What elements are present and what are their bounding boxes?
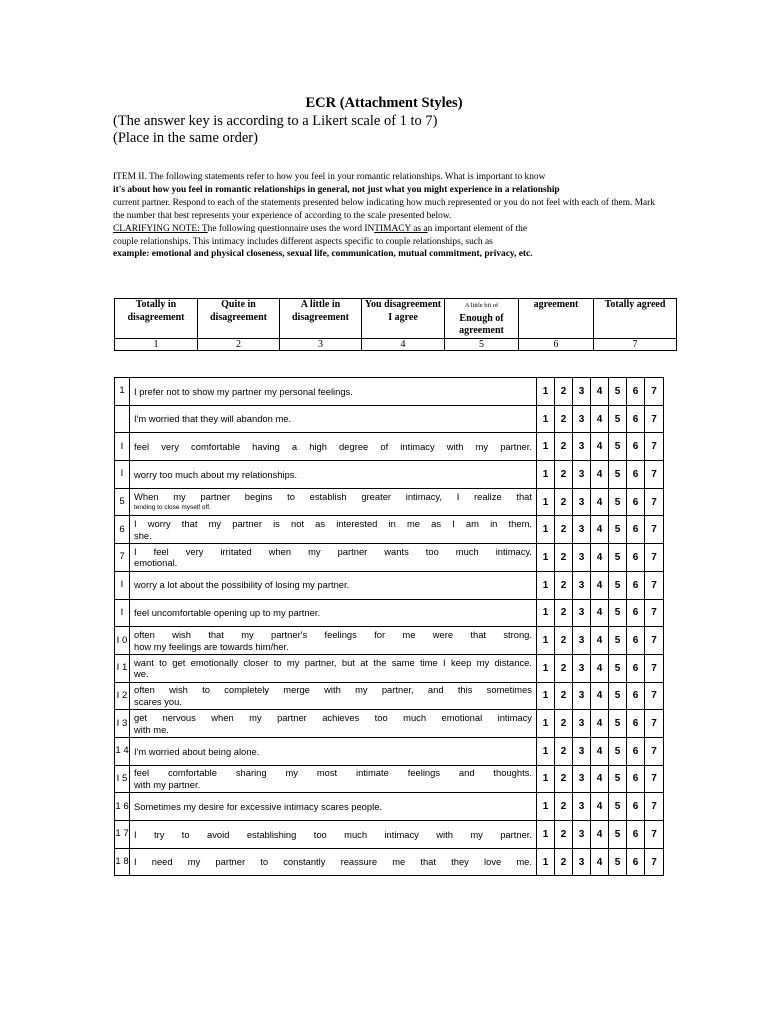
answer-option-3[interactable]: 3	[573, 405, 591, 433]
answer-option-6[interactable]: 6	[627, 682, 645, 710]
question-text-cell	[130, 571, 537, 599]
scale-header: Quite in disagreement	[198, 299, 280, 339]
instructions-line-3: current partner. Respond to each of the statements presented below indicating how much represented or you do not feel with each of them. Mark the number that best represents your experience of according to the scale presented below.	[113, 197, 655, 221]
answer-option-3[interactable]: 3	[573, 599, 591, 627]
answer-option-5[interactable]: 5	[609, 599, 627, 627]
answer-option-7[interactable]: 7	[645, 599, 664, 627]
answer-option-3[interactable]: 3	[573, 654, 591, 682]
answer-option-5[interactable]: 5	[609, 793, 627, 821]
question-text: want to get emotionally closer to my partner, but at the same time I keep my distance.	[134, 656, 532, 668]
answer-option-3[interactable]: 3	[573, 765, 591, 793]
question-text: I prefer not to show my partner my personal feelings.	[134, 385, 353, 397]
question-number: I 2	[115, 682, 130, 710]
question-number: I	[115, 433, 130, 461]
question-text: feel comfortable sharing my most intimate feelings and thoughts.	[134, 767, 532, 779]
scale-number: 7	[594, 339, 677, 351]
answer-option-7[interactable]: 7	[645, 516, 664, 544]
answer-option-7[interactable]: 7	[645, 405, 664, 433]
question-text: I try to avoid establishing too much intimacy with my partner.	[134, 828, 532, 840]
answer-option-2[interactable]: 2	[555, 682, 573, 710]
question-text-cell	[130, 765, 537, 793]
question-text-continued: with my partner.	[134, 778, 201, 790]
question-row	[115, 765, 664, 793]
answer-option-7[interactable]: 7	[645, 821, 664, 849]
clarifying-note-label: CLARIFYING NOTE: T	[113, 223, 208, 234]
question-text-continued: with me.	[134, 723, 169, 735]
answer-option-6[interactable]: 6	[627, 654, 645, 682]
question-text-cell	[130, 516, 537, 544]
question-text-cell	[130, 737, 537, 765]
question-text-cell	[130, 654, 537, 682]
answer-option-7[interactable]: 7	[645, 433, 664, 461]
answer-option-1[interactable]: 1	[537, 488, 555, 516]
question-text: often wish that my partner's feelings for me were that strong.	[134, 629, 532, 641]
questionnaire-table	[114, 377, 664, 876]
answer-option-5[interactable]: 5	[609, 405, 627, 433]
answer-option-5[interactable]: 5	[609, 654, 627, 682]
question-text-cell	[130, 405, 537, 433]
answer-option-6[interactable]: 6	[627, 599, 645, 627]
answer-option-7[interactable]: 7	[645, 544, 664, 572]
answer-option-7[interactable]: 7	[645, 571, 664, 599]
answer-option-2[interactable]: 2	[555, 627, 573, 655]
answer-option-5[interactable]: 5	[609, 710, 627, 738]
answer-option-5[interactable]: 5	[609, 378, 627, 406]
answer-option-6[interactable]: 6	[627, 461, 645, 489]
question-text: worry too much about my relationships.	[134, 468, 298, 480]
question-number: I 0	[115, 627, 130, 655]
question-text-continued: tending to close myself off.	[134, 504, 211, 512]
answer-option-4[interactable]: 4	[591, 737, 609, 765]
answer-option-1[interactable]: 1	[537, 848, 555, 876]
answer-option-4[interactable]: 4	[591, 433, 609, 461]
answer-option-4[interactable]: 4	[591, 516, 609, 544]
answer-option-5[interactable]: 5	[609, 627, 627, 655]
answer-option-3[interactable]: 3	[573, 710, 591, 738]
answer-option-3[interactable]: 3	[573, 848, 591, 876]
question-number: 1 6	[115, 793, 130, 821]
scale-number: 3	[280, 339, 362, 351]
answer-option-1[interactable]: 1	[537, 405, 555, 433]
question-text: get nervous when my partner achieves too much emotional intimacy	[134, 712, 532, 724]
answer-option-1[interactable]: 1	[537, 793, 555, 821]
question-text-cell	[130, 544, 537, 572]
answer-option-5[interactable]: 5	[609, 765, 627, 793]
question-text-cell	[130, 682, 537, 710]
answer-option-4[interactable]: 4	[591, 378, 609, 406]
question-number: I 5	[115, 765, 130, 793]
answer-option-7[interactable]: 7	[645, 793, 664, 821]
instructions	[113, 171, 655, 261]
question-row	[115, 433, 664, 461]
answer-option-6[interactable]: 6	[627, 627, 645, 655]
answer-option-1[interactable]: 1	[537, 710, 555, 738]
answer-option-5[interactable]: 5	[609, 433, 627, 461]
answer-option-5[interactable]: 5	[609, 461, 627, 489]
answer-option-1[interactable]: 1	[537, 737, 555, 765]
answer-option-6[interactable]: 6	[627, 516, 645, 544]
answer-option-4[interactable]: 4	[591, 821, 609, 849]
answer-option-7[interactable]: 7	[645, 682, 664, 710]
clarifying-note: CLARIFYING NOTE: The following questionnaire uses the word INTIMACY as an important element of the	[113, 223, 528, 234]
question-text: I feel very irritated when my partner wants too much intimacy.	[134, 545, 532, 557]
question-text-continued: emotional.	[134, 557, 178, 569]
answer-option-2[interactable]: 2	[555, 737, 573, 765]
answer-option-2[interactable]: 2	[555, 821, 573, 849]
answer-option-4[interactable]: 4	[591, 461, 609, 489]
answer-option-6[interactable]: 6	[627, 793, 645, 821]
answer-option-3[interactable]: 3	[573, 461, 591, 489]
question-text: often wish to completely merge with my partner, and this sometimes	[134, 684, 532, 696]
question-number: I	[115, 571, 130, 599]
answer-option-5[interactable]: 5	[609, 682, 627, 710]
question-row	[115, 710, 664, 738]
question-row	[115, 516, 664, 544]
answer-option-6[interactable]: 6	[627, 737, 645, 765]
question-row	[115, 405, 664, 433]
scale-number: 5	[445, 339, 519, 351]
subtitle-scale: (The answer key is according to a Likert scale of 1 to 7)	[113, 113, 438, 129]
likert-scale-table	[114, 298, 677, 351]
intimacy-word: TIMACY as a	[374, 223, 428, 234]
question-text-continued: scares you.	[134, 695, 182, 707]
answer-option-2[interactable]: 2	[555, 654, 573, 682]
answer-option-2[interactable]: 2	[555, 488, 573, 516]
question-text-cell	[130, 488, 537, 516]
answer-option-4[interactable]: 4	[591, 488, 609, 516]
instructions-line-1: ITEM II. The following statements refer to how you feel in your romantic relationships. What is important to know	[113, 172, 546, 182]
answer-option-3[interactable]: 3	[573, 793, 591, 821]
question-number	[115, 405, 130, 433]
answer-option-7[interactable]: 7	[645, 461, 664, 489]
answer-option-4[interactable]: 4	[591, 405, 609, 433]
answer-option-1[interactable]: 1	[537, 544, 555, 572]
answer-option-5[interactable]: 5	[609, 737, 627, 765]
question-text: feel very comfortable having a high degree of intimacy with my partner.	[134, 440, 532, 452]
question-number: 5	[115, 488, 130, 516]
question-row	[115, 821, 664, 849]
question-number: 7	[115, 544, 130, 572]
answer-option-7[interactable]: 7	[645, 848, 664, 876]
answer-option-3[interactable]: 3	[573, 821, 591, 849]
answer-option-1[interactable]: 1	[537, 654, 555, 682]
question-row	[115, 571, 664, 599]
answer-option-4[interactable]: 4	[591, 682, 609, 710]
answer-option-3[interactable]: 3	[573, 378, 591, 406]
question-text: Sometimes my desire for excessive intimacy scares people.	[134, 800, 383, 812]
answer-option-1[interactable]: 1	[537, 627, 555, 655]
answer-option-4[interactable]: 4	[591, 654, 609, 682]
question-row	[115, 627, 664, 655]
question-row	[115, 654, 664, 682]
answer-option-6[interactable]: 6	[627, 848, 645, 876]
answer-option-4[interactable]: 4	[591, 544, 609, 572]
question-text-continued: how my feelings are towards him/her.	[134, 640, 289, 652]
answer-option-6[interactable]: 6	[627, 821, 645, 849]
question-text-cell	[130, 599, 537, 627]
answer-option-2[interactable]: 2	[555, 544, 573, 572]
question-row	[115, 544, 664, 572]
instructions-line-2: it's about how you feel in romantic relationships in general, not just what you might experience in a relationship	[113, 184, 560, 195]
scale-header: You disagreement I agree	[362, 299, 445, 339]
question-text: I worry that my partner is not as interested in me as I am in them.	[134, 518, 532, 530]
question-text: I'm worried that they will abandon me.	[134, 413, 292, 425]
answer-option-3[interactable]: 3	[573, 433, 591, 461]
answer-option-1[interactable]: 1	[537, 433, 555, 461]
answer-option-1[interactable]: 1	[537, 378, 555, 406]
question-number: 1 8	[115, 848, 130, 876]
answer-option-2[interactable]: 2	[555, 461, 573, 489]
answer-option-4[interactable]: 4	[591, 599, 609, 627]
question-row	[115, 848, 664, 876]
question-number: I	[115, 599, 130, 627]
answer-option-2[interactable]: 2	[555, 516, 573, 544]
question-number: 1	[115, 378, 130, 406]
answer-option-7[interactable]: 7	[645, 737, 664, 765]
answer-option-5[interactable]: 5	[609, 821, 627, 849]
question-text-cell	[130, 627, 537, 655]
question-text: When my partner begins to establish greater intimacy, I realize that	[134, 490, 532, 502]
answer-option-6[interactable]: 6	[627, 488, 645, 516]
scale-header: A little in disagreement	[280, 299, 362, 339]
answer-option-2[interactable]: 2	[555, 765, 573, 793]
answer-option-7[interactable]: 7	[645, 765, 664, 793]
question-row	[115, 461, 664, 489]
answer-option-3[interactable]: 3	[573, 571, 591, 599]
answer-option-4[interactable]: 4	[591, 765, 609, 793]
question-number: I 3	[115, 710, 130, 738]
answer-option-6[interactable]: 6	[627, 544, 645, 572]
scale-header: Totally agreed	[594, 299, 677, 339]
answer-option-6[interactable]: 6	[627, 405, 645, 433]
answer-option-2[interactable]: 2	[555, 571, 573, 599]
question-row	[115, 737, 664, 765]
question-text: I need my partner to constantly reassure me that they love me.	[134, 856, 532, 868]
answer-option-3[interactable]: 3	[573, 737, 591, 765]
answer-option-3[interactable]: 3	[573, 516, 591, 544]
question-text-cell	[130, 821, 537, 849]
answer-option-7[interactable]: 7	[645, 710, 664, 738]
question-text-cell	[130, 378, 537, 406]
answer-option-4[interactable]: 4	[591, 710, 609, 738]
question-text: I'm worried about being alone.	[134, 745, 260, 757]
answer-option-3[interactable]: 3	[573, 627, 591, 655]
answer-option-6[interactable]: 6	[627, 710, 645, 738]
answer-option-2[interactable]: 2	[555, 848, 573, 876]
scale-header: agreement	[519, 299, 594, 339]
question-row	[115, 793, 664, 821]
answer-option-1[interactable]: 1	[537, 682, 555, 710]
intimacy-examples: example: emotional and physical closeness, sexual life, communication, mutual commitment, privacy, etc.	[113, 249, 533, 260]
answer-option-5[interactable]: 5	[609, 848, 627, 876]
answer-option-2[interactable]: 2	[555, 405, 573, 433]
question-number: I 1	[115, 654, 130, 682]
answer-option-3[interactable]: 3	[573, 544, 591, 572]
answer-option-5[interactable]: 5	[609, 516, 627, 544]
question-number: I	[115, 461, 130, 489]
question-text-cell	[130, 848, 537, 876]
question-text-cell	[130, 793, 537, 821]
answer-option-1[interactable]: 1	[537, 461, 555, 489]
question-text-cell	[130, 710, 537, 738]
question-row	[115, 378, 664, 406]
answer-option-2[interactable]: 2	[555, 378, 573, 406]
scale-number: 4	[362, 339, 445, 351]
question-row	[115, 682, 664, 710]
answer-option-6[interactable]: 6	[627, 571, 645, 599]
question-text-continued: she.	[134, 529, 152, 541]
answer-option-1[interactable]: 1	[537, 571, 555, 599]
clarifying-note-line-2: couple relationships. This intimacy includes different aspects specific to couple relationships, such as	[113, 236, 493, 247]
question-text-cell	[130, 461, 537, 489]
answer-option-7[interactable]: 7	[645, 654, 664, 682]
scale-number: 2	[198, 339, 280, 351]
answer-option-3[interactable]: 3	[573, 682, 591, 710]
answer-option-1[interactable]: 1	[537, 765, 555, 793]
document-title: ECR (Attachment Styles)	[305, 95, 463, 111]
question-number: 1 4	[115, 737, 130, 765]
question-number: 6	[115, 516, 130, 544]
scale-header: Totally in disagreement	[115, 299, 198, 339]
question-row	[115, 599, 664, 627]
scale-number: 1	[115, 339, 198, 351]
answer-option-4[interactable]: 4	[591, 848, 609, 876]
answer-option-4[interactable]: 4	[591, 627, 609, 655]
answer-option-1[interactable]: 1	[537, 821, 555, 849]
answer-option-7[interactable]: 7	[645, 488, 664, 516]
subtitle-order: (Place in the same order)	[113, 130, 258, 146]
answer-option-2[interactable]: 2	[555, 793, 573, 821]
question-row	[115, 488, 664, 516]
answer-option-7[interactable]: 7	[645, 378, 664, 406]
question-text: worry a lot about the possibility of losing my partner.	[134, 579, 350, 591]
answer-option-6[interactable]: 6	[627, 433, 645, 461]
answer-option-1[interactable]: 1	[537, 599, 555, 627]
answer-option-6[interactable]: 6	[627, 765, 645, 793]
answer-option-2[interactable]: 2	[555, 710, 573, 738]
answer-option-7[interactable]: 7	[645, 627, 664, 655]
question-text-continued: we.	[134, 668, 149, 680]
answer-option-2[interactable]: 2	[555, 433, 573, 461]
question-text-cell	[130, 433, 537, 461]
answer-option-6[interactable]: 6	[627, 378, 645, 406]
scale-number: 6	[519, 339, 594, 351]
answer-option-5[interactable]: 5	[609, 488, 627, 516]
answer-option-4[interactable]: 4	[591, 793, 609, 821]
question-text: feel uncomfortable opening up to my partner.	[134, 607, 321, 619]
answer-option-5[interactable]: 5	[609, 544, 627, 572]
answer-option-1[interactable]: 1	[537, 516, 555, 544]
answer-option-3[interactable]: 3	[573, 488, 591, 516]
answer-option-5[interactable]: 5	[609, 571, 627, 599]
answer-option-4[interactable]: 4	[591, 571, 609, 599]
answer-option-2[interactable]: 2	[555, 599, 573, 627]
scale-header: A little bit of Enough of agreement	[445, 299, 519, 339]
question-number: 1 7	[115, 821, 130, 849]
